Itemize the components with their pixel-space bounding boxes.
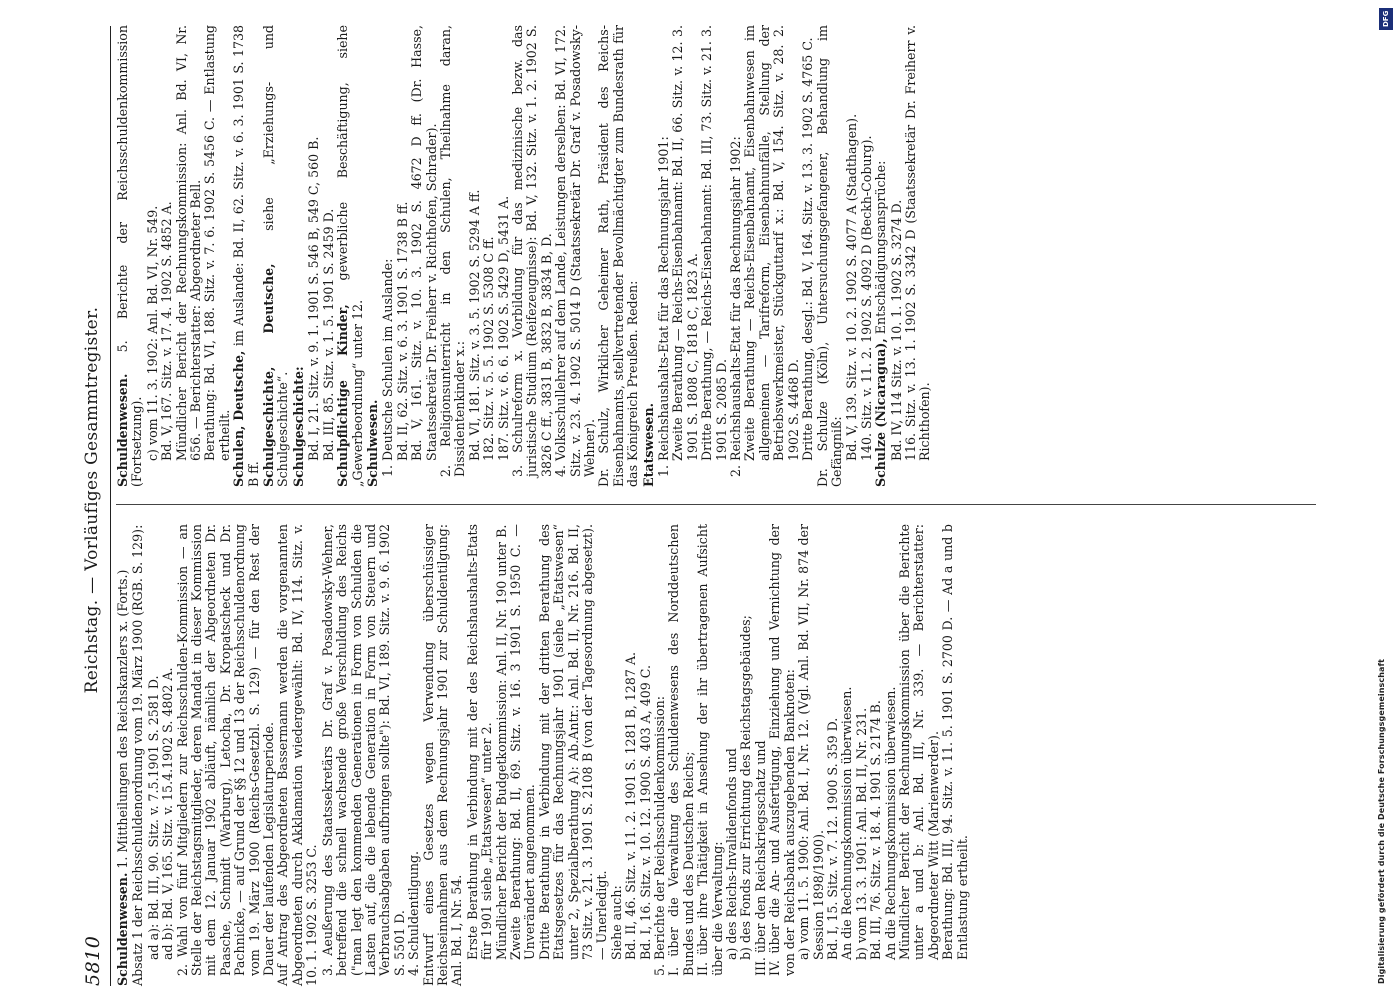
index-entry [203,25,232,487]
entry-text: b) vom 13. 3. 1901: Anl. Bd. II, Nr. 231. [853,707,869,960]
page-title: Reichstag. — Vorläufiges Gesammtregister. [82,306,102,694]
entry-heading: Schulwesen. [364,399,380,487]
entry-text: Bd. V, 161. Sitz. v. 10. 3. 1902 S. 4672 D ff. (Dr. Hasse, Staatssekretär Dr. Freiherr v. Richthofen, Schrader). [409,25,439,461]
entry-text: 1. Mittheilungen des Reichskanzlers x. (Forts.) [115,569,130,869]
entry-text: Bd. V, 139. Sitz. v. 10. 2. 1902 S. 4077 A (Stadthagen). [844,113,860,461]
index-entry [941,524,970,986]
entry-text: Bd. IV, 114 Sitz. v. 10. 1. 1902 S. 3274 D. [888,199,904,461]
entry-heading: Schulze (Nicaragua), [873,338,889,487]
index-entry [410,25,439,487]
index-entry [509,524,538,986]
entry-text: Zweite Berathung — Reichs-Eisenbahnamt: Bd. II, 66. Sitz. v. 12. 3. 1901 S. 1808 C, 1818 C, 1823 A. [670,25,700,461]
entry-text: Bd. I, 15. Sitz. v. 7. 12. 1900 S. 359 D. [824,717,840,960]
entry-text: 182. Sitz. v. 5. 5. 1902 S. 5308 C ff. [481,236,497,461]
index-entry [439,25,468,487]
index-entry [768,524,797,986]
index-entry [307,25,321,487]
index-entry [322,25,336,487]
index-entry [292,25,306,487]
entry-text: Dritte Berathung, desgl.: Bd. V, 164. Sitz. v. 13. 3. 1902 S. 4765 C. [800,37,816,461]
index-entry [381,25,395,487]
index-entry [624,524,638,986]
entry-text: 2. Reichshaushalts-Etat für das Rechnungsjahr 1902: [728,136,744,477]
entry-heading: Schulgeschichte, Deutsche, [261,263,277,487]
index-entry [482,25,496,487]
index-entry [797,524,826,986]
entry-text: Zweite Berathung — Reichs-Eisenbahnamt, Eisenbahnwesen im allgemeinen — Tarifreform, Eisenbahnunfälle, Stellung der Betriebswerkmeister, Stückguttarif x.: Bd. V, 154. Sitz. v. 28. 2. 1902 S. 4468 D. [742,25,801,461]
entry-text: Entschädigungsansprüche: [873,160,889,335]
entry-text: 3. Schulreform x. Vorbildung für das medizinische bezw. das juristische Studium (Reifezeugnisse): Bd. V, 132. Sitz. v. 1. 2. 1902 S. 3826 C ff., 3831 B, 3832 B, 3834 B, D. [509,25,554,477]
index-entry [639,524,653,986]
index-entry [874,25,888,487]
index-entry [739,524,753,986]
entry-text: Bd. II, 62. Sitz. v. 6. 3. 1901 S. 1738 B ff. [394,201,410,461]
entry-text: I. über die Verwaltung des Schuldenwesens des Norddeutschen Bundes und des Deutschen Reichs; [666,524,696,976]
entry-text: Dr. Schulze (Köln), Untersuchungsgefangener, Behandlung im Gefängniß: [814,25,844,487]
header-divider [110,26,111,986]
entry-text: Dritte Berathung, — Reichs-Eisenbahnamt: Bd. III, 73. Sitz. v. 21. 3. 1901 S. 2085 D. [699,25,729,461]
entry-heading: Schulpflichtige Kinder, [335,304,351,487]
index-entry [860,25,874,487]
index-entry [696,524,725,986]
index-entry [610,524,624,986]
index-entry [276,524,319,986]
entry-text: Mündlicher Bericht der Rechnungskommission über die Berichte unter a und b: Anl. Bd. III, Nr. 339. — Berichterstatter: Abgeordneter Witt (Marienwerder). [896,524,941,960]
index-entry [700,25,729,487]
index-entry [869,524,883,986]
entry-text: ad a): Bd. III, 90. Sitz. v. 7.5.1901 S. 2581 D. [145,675,161,960]
entry-text: 140. Sitz. v. 11. 2. 1902 S. 4092 D (Beckh-Coburg). [858,135,874,461]
entry-text: An die Rechnungskommission überwiesen. [882,686,898,960]
index-entry [321,524,407,986]
index-entry [468,25,482,487]
entry-heading: Schuldenwesen. [115,872,130,986]
entry-text: 1. Deutsche Schulen im Auslande: [380,258,396,477]
index-entry [898,524,941,986]
index-entry [466,524,495,986]
index-entry [497,25,511,487]
entry-text: Dr. Schulz, Wirklicher Geheimer Rath, Präsident des Reichs-Eisenbahnamts, stellvertretender Bevollmächtigter zum Bundesrath für das Königreich Preußen. Reden: [596,25,641,487]
index-entry [890,25,904,487]
entry-text: Absatz 1 der Reichsschuldenordnung vom 19. März 1900 (RGB. S. 129): [130,524,146,986]
entry-text: c) vom 11. 3. 1902: Anl. Bd. VI, Nr. 549. [144,205,160,461]
entry-text: Zweite Berathung: Bd. II, 69. Sitz. v. 16. 3 1901 S. 1950 C. — Unverändert angenommen. [507,524,538,960]
entry-text: Bd. I, 21. Sitz. v. 9. 1. 1901 S. 546 B, 549 C, 560 B. [306,136,322,461]
entry-heading: Schuldenwesen. [115,373,130,487]
entry-text: III. über den Reichskriegsschatz und [752,740,768,976]
dfg-logo: DFG [1379,8,1393,30]
entry-text: 4. Volksschullehrer auf dem Lande, Leistungen derselben: Bd. VI, 172. Sitz. v. 23. 4. 1902 S. 5014 D (Staatssekretär Dr. Graf v. Posadowsky-Wehner). [553,25,597,477]
index-entry [653,524,667,986]
entry-text: siehe „Erziehungs- und Schulgeschichte“. [261,25,291,487]
entry-text: 2. Wahl von fünf Mitgliedern zur Reichsschulden-Kommission — an Stelle der Reichstagsmitglieder, deren Mandat in dieser Kommission mit dem 12. Januar 1902 abläuft, nämlich der Abgeordneten Dr. Paasche, Schmidt (Warburg), Letocha, Dr. Kropatscheck und Dr. Pachnicke, — auf Grund der §§ 12 und 13 der Reichsschuldenordnung vom 19. März 1900 (Reichs-Gesetzbl. S. 129) — für den Rest der Dauer der laufenden Legislaturperiode. [174,524,277,976]
entry-text: gewerbliche Beschäftigung, siehe „Gewerbeordnung“ unter 12. [335,25,365,487]
entry-text: a) vom 11. 5. 1900: Anl. Bd. I, Nr. 12. (Vgl. Anl. Bd. VII, Nr. 874 der Session 1898/1900). [796,524,826,960]
entry-text: Siehe auch: [608,885,624,960]
entry-text: Bd. V, 167. Sitz. v. 17. 4. 1902 S. 4852 A. [159,201,175,461]
index-entry [554,25,597,487]
index-entry [826,524,840,986]
entry-heading: Schulen, Deutsche, [231,350,247,487]
index-entry [161,524,175,986]
entry-text: Entwurf eines Gesetzes wegen Verwendung überschüssiger Reichseinnahmen aus dem Rechnungsjahr 1901 zur Schuldentilgung: Anl. Bd. I, Nr. 54. [420,524,465,986]
entry-text: Bd. VI, 181. Sitz. v. 3. 5. 1902 S. 5294 A ff. [466,189,482,461]
entry-text: a) des Reichs-Invalidenfonds und [724,748,740,960]
entry-text: 3. Aeußerung des Staatssekretärs Dr. Graf v. Posadowsky-Wehner, betreffend die schnell wachsende große Verschuldung des Reichs ("man legt den kommenden Generationen in Form von Schulden die Lasten auf, die die lebende Generation in Form von Steuern und Verbrauchsabgaben aufbringen sollte"): Bd. VI, 189. Sitz. v. 9. 6. 1902 S. 5501 D. [319,524,407,976]
entry-text: Mündlicher Bericht der Rechnungskommission: Anl. Bd. VI, Nr. 656. — Berichterstatter: Abgeordneter Bell. [173,25,204,461]
index-entry [511,25,554,487]
entry-text: ad b): Bd. V, 165. Sitz. v. 15.4.1902 S. 4802 A. [160,667,176,960]
entry-text: 2. Religionsunterricht in den Schulen, Theilnahme daran, Dissidentenkinder x.: [437,25,468,477]
entry-text: 5. Berichte der Reichsschuldenkommission: [652,696,668,976]
entry-heading: Schulgeschichte: [290,366,306,487]
index-entry [816,25,845,487]
entry-text: IV. über die An- und Ausfertigung, Einziehung und Vernichtung der von der Reichsbank auszugebenden Banknoten: [767,524,797,976]
left-column [116,524,970,986]
index-entry [407,524,421,986]
index-entry [801,25,815,487]
index-entry [147,524,161,986]
index-entry [160,25,174,487]
index-entry [538,524,610,986]
index-entry [336,25,365,487]
entry-text: Erste Berathung in Verbindung mit der des Reichshaushalts-Etats für 1901 siehe „Etatswesen“ unter 2. [464,524,495,960]
index-entry [597,25,640,487]
entry-text: Bd. III, 76. Sitz. v. 18. 4. 1901 S. 2174 B. [868,700,884,960]
entry-text: Berathung: Bd. VI, 188. Sitz. v. 7. 6. 1902 S. 5456 C. — Entlastung ertheilt. [202,25,232,461]
index-entry [743,25,801,487]
right-column [116,25,933,487]
index-entry [262,25,291,487]
entry-text: 5. Berichte der Reichsschuldenkommission (Fortsetzung). [115,25,145,487]
index-entry [116,524,130,986]
index-entry [116,25,145,487]
entry-text: 4. Schuldentilgung. [406,850,422,976]
index-entry [175,25,204,487]
entry-text: Dritte Berathung in Verbindung mit der dritten Berathung des Etatsgesetzes für das Rechnungsjahr 1901 (siehe „Etatswesen“ unter 2, Spezialberathung A): Ab.Antr.: Anl. Bd. II, Nr. 216. Bd. II, 73 Sitz. v. 21. 3. 1901 S. 2108 B (von der Tagesordnung abgesetzt). — Unerledigt. [536,524,610,960]
index-entry [729,25,743,487]
entry-text: b) des Fonds zur Errichtung des Reichstagsgebäudes; [738,615,754,960]
entry-text: Mündlicher Bericht der Budgetkommission: Anl. II, Nr. 190 unter B. [493,524,509,960]
page-number: 5810 [82,935,104,986]
index-entry [146,25,160,487]
funding-note: Digitalisierung gefördert durch die Deutsche Forschungsgemeinschaft [1377,659,1386,984]
index-entry [657,25,671,487]
index-entry [845,25,859,487]
entry-text: Bd. II, 46. Sitz. v. 11. 2. 1901 S. 1281 B, 1287 A. [623,651,639,960]
index-entry [904,25,933,487]
entry-text: 187. Sitz. v. 6. 6. 1902 S. 5429 D, 5431 A. [495,195,511,461]
index-entry [366,25,380,487]
entry-text: im Auslande: Bd. II, 62. Sitz. v. 6. 3. 1901 S. 1738 B ff. [231,25,261,487]
entry-text: II. über ihre Thätigkeit in Ansehung der ihr übertragenen Aufsicht über die Verwaltung: [695,524,725,976]
index-entry [176,524,277,986]
index-entry [232,25,261,487]
index-entry [725,524,739,986]
entry-heading: Etatswesen. [640,403,656,487]
entry-text: Berathung: Bd. III, 94. Sitz. v. 11. 5. 1901 S. 2700 D. — Ad a und b Entlastung ertheilt. [940,524,970,960]
index-entry [855,524,869,986]
index-entry [754,524,768,986]
column-divider [116,504,1316,505]
entry-text: Auf Antrag des Abgeordneten Bassermann werden die vorgenannten Abgeordneten durch Akklamation wiedergewählt: Bd. IV, 114. Sitz. v. 10. 1. 1902 S. 3253 C. [275,524,320,986]
index-entry [840,524,854,986]
index-entry [131,524,145,986]
entry-text: Bd. I, 16. Sitz. v. 10. 12. 1900 S. 403 A, 409 C. [637,665,653,960]
entry-text: Bd. III, 85. Sitz. v. 1. 5. 1901 S. 2459 D. [320,208,336,461]
entry-text: An die Rechnungskommission überwiesen. [839,686,855,960]
entry-text: 116. Sitz. v. 13. 1. 1902 S. 3342 D (Staatssekretär Dr. Freiherr v. Richthofen). [902,25,933,461]
index-entry [667,524,696,986]
index-entry [495,524,509,986]
index-entry [396,25,410,487]
entry-text: 1. Reichshaushalts-Etat für das Rechnungsjahr 1901: [656,136,672,477]
index-entry [884,524,898,986]
index-entry [422,524,465,986]
index-entry [642,25,656,487]
index-entry [671,25,700,487]
